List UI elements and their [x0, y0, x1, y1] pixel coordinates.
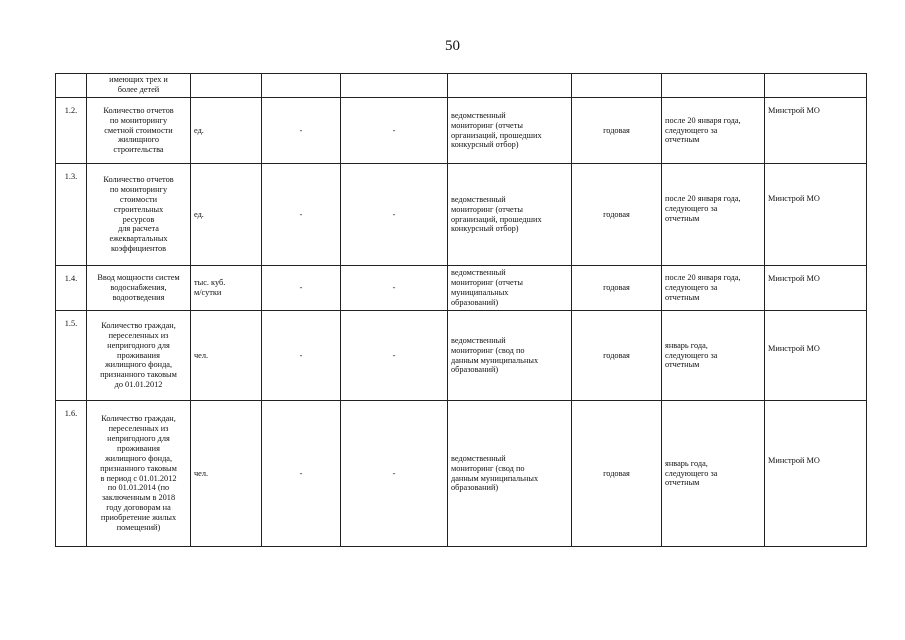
unit-cell: тыс. куб. м/сутки	[191, 266, 262, 311]
indicator-name: Количество отчетов по мониторингу стоимости строительных ресурсов для расчета ежеквартальных коэффициентов	[87, 164, 191, 266]
source-cell: ведомственный мониторинг (свод по данным муниципальных образований)	[448, 311, 572, 401]
responsible-cell: Минстрой МО	[765, 164, 867, 266]
table-row	[56, 74, 867, 98]
value-cell: -	[262, 311, 341, 401]
row-number: 1.4.	[56, 266, 87, 311]
deadline-cell: январь года, следующего за отчетным	[662, 401, 765, 547]
indicator-name: Количество граждан, переселенных из непригодного для проживания жилищного фонда, признанного таковым в период с 01.01.2012 по 01.01.2014 (по заключенным в 2018 году договорам на приобретение жилых помещений)	[87, 401, 191, 547]
deadline-cell: после 20 января года, следующего за отчетным	[662, 266, 765, 311]
responsible-cell: Минстрой МО	[765, 401, 867, 547]
responsible-cell: Минстрой МО	[765, 311, 867, 401]
value-cell: -	[262, 98, 341, 164]
value-cell: -	[341, 98, 448, 164]
table-row	[56, 311, 867, 401]
deadline-cell: после 20 января года, следующего за отчетным	[662, 164, 765, 266]
source-cell: ведомственный мониторинг (отчеты муниципальных образований)	[448, 266, 572, 311]
table-row	[56, 401, 867, 547]
value-cell: -	[341, 266, 448, 311]
period-cell: годовая	[572, 311, 662, 401]
unit-cell: ед.	[191, 98, 262, 164]
source-cell: ведомственный мониторинг (отчеты организаций, прошедших конкурсный отбор)	[448, 98, 572, 164]
value-cell: -	[262, 266, 341, 311]
table-row	[56, 164, 867, 266]
value-cell: -	[262, 401, 341, 547]
value-cell: -	[262, 164, 341, 266]
responsible-cell	[765, 74, 867, 98]
source-cell	[448, 74, 572, 98]
deadline-cell	[662, 74, 765, 98]
period-cell: годовая	[572, 401, 662, 547]
indicator-name: имеющих трех и более детей	[87, 74, 191, 98]
table-row	[56, 98, 867, 164]
row-number: 1.6.	[56, 401, 87, 547]
period-cell: годовая	[572, 164, 662, 266]
responsible-cell: Минстрой МО	[765, 266, 867, 311]
value-cell: -	[341, 401, 448, 547]
responsible-cell: Минстрой МО	[765, 98, 867, 164]
indicator-table	[55, 73, 867, 547]
value-cell	[262, 74, 341, 98]
row-number: 1.5.	[56, 311, 87, 401]
period-cell: годовая	[572, 266, 662, 311]
source-cell: ведомственный мониторинг (отчеты организаций, прошедших конкурсный отбор)	[448, 164, 572, 266]
period-cell: годовая	[572, 98, 662, 164]
indicator-name: Ввод мощности систем водоснабжения, водоотведения	[87, 266, 191, 311]
deadline-cell: январь года, следующего за отчетным	[662, 311, 765, 401]
unit-cell: ед.	[191, 164, 262, 266]
value-cell: -	[341, 311, 448, 401]
row-number: 1.2.	[56, 98, 87, 164]
indicator-name: Количество граждан, переселенных из непригодного для проживания жилищного фонда, признанного таковым до 01.01.2012	[87, 311, 191, 401]
period-cell	[572, 74, 662, 98]
source-cell: ведомственный мониторинг (свод по данным муниципальных образований)	[448, 401, 572, 547]
value-cell: -	[341, 164, 448, 266]
unit-cell: чел.	[191, 311, 262, 401]
deadline-cell: после 20 января года, следующего за отчетным	[662, 98, 765, 164]
unit-cell	[191, 74, 262, 98]
table-row	[56, 266, 867, 311]
unit-cell: чел.	[191, 401, 262, 547]
value-cell	[341, 74, 448, 98]
row-number: 1.3.	[56, 164, 87, 266]
indicator-name: Количество отчетов по мониторингу сметной стоимости жилищного строительства	[87, 98, 191, 164]
row-number	[56, 74, 87, 98]
page-number: 50	[445, 38, 460, 54]
